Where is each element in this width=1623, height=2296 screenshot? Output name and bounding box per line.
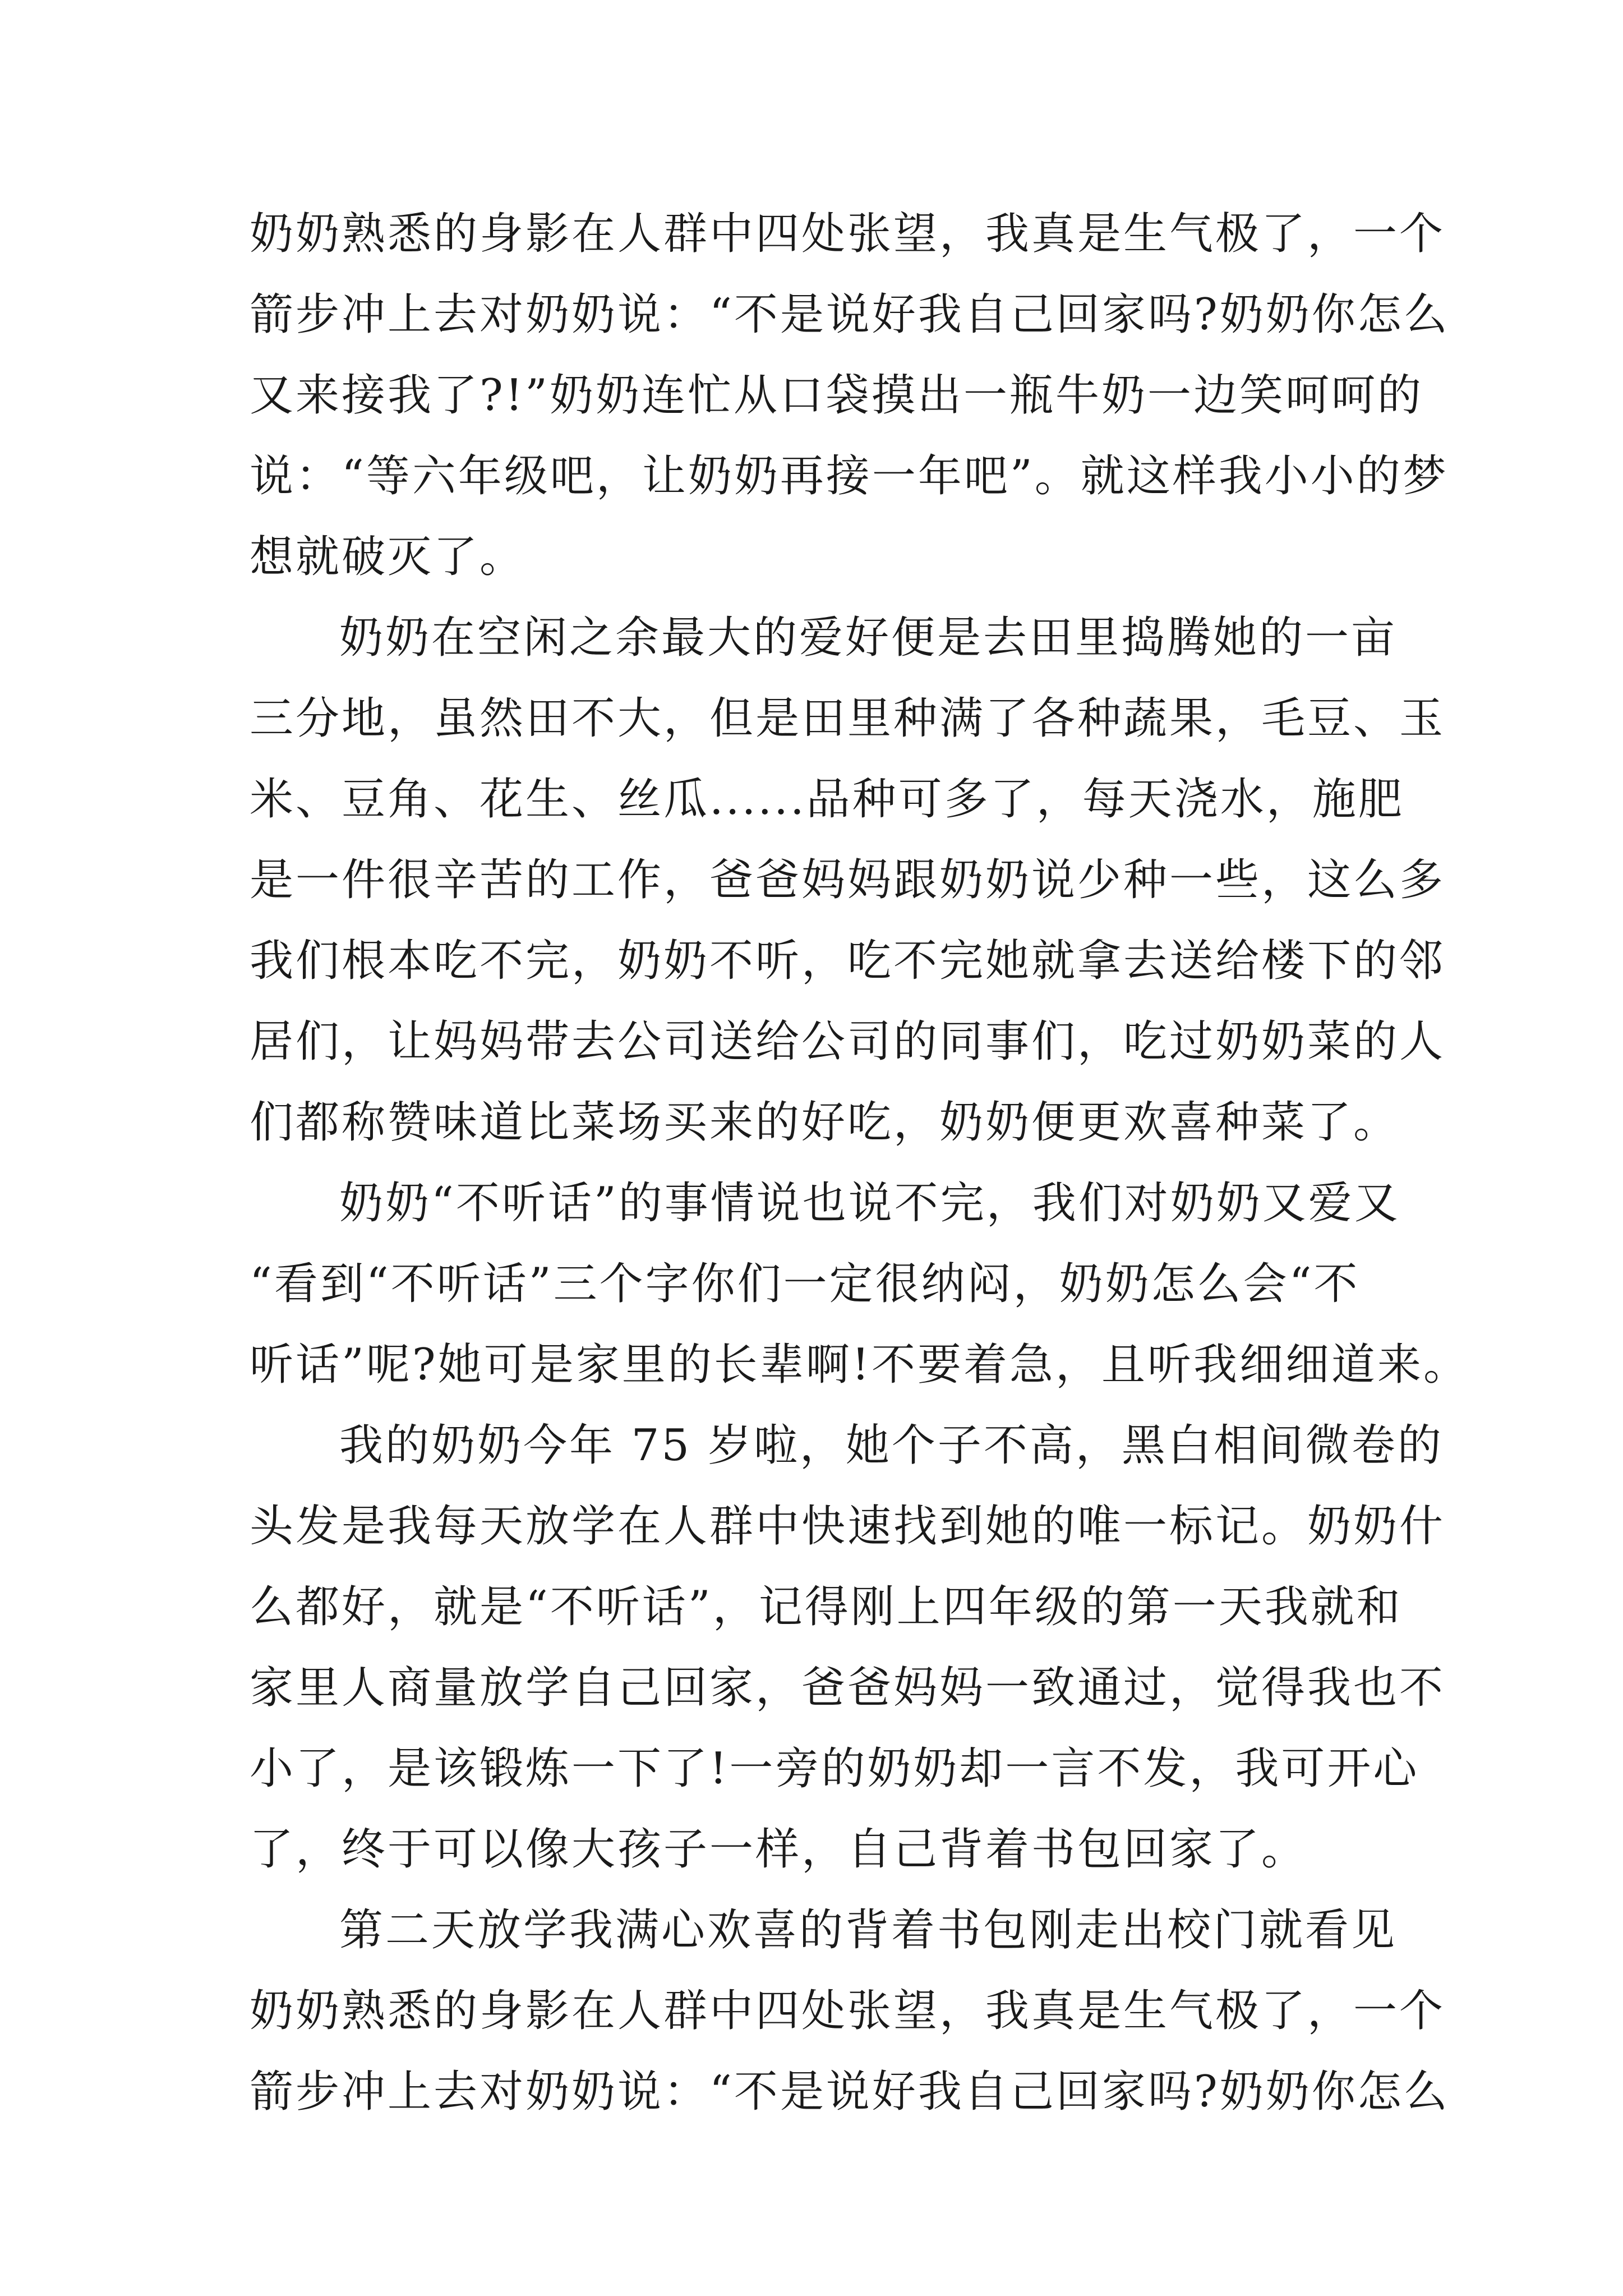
text-line: 家里人商量放学自己回家，爸爸妈妈一致通过，觉得我也不	[250, 1663, 1446, 1713]
document-body	[250, 194, 1470, 2132]
text-line: 奶奶熟悉的身影在人群中四处张望，我真是生气极了，一个	[250, 1986, 1446, 2036]
text-line: 听话”呢?她可是家里的长辈啊!不要着急，且听我细细道来。	[250, 1340, 1470, 1390]
text-line: 我们根本吃不完，奶奶不听，吃不完她就拿去送给楼下的邻	[250, 936, 1446, 986]
text-line: 奶奶“不听话”的事情说也说不完，我们对奶奶又爱又	[339, 1178, 1400, 1228]
text-line: 小了，是该锻炼一下了!一旁的奶奶却一言不发，我可开心	[250, 1743, 1419, 1794]
text-line: 头发是我每天放学在人群中快速找到她的唯一标记。奶奶什	[250, 1501, 1446, 1552]
text-line: 了，终于可以像大孩子一样，自己背着书包回家了。	[250, 1824, 1308, 1875]
text-line: 是一件很辛苦的工作，爸爸妈妈跟奶奶说少种一些，这么多	[250, 855, 1446, 905]
text-line: 奶奶在空闲之余最大的爱好便是去田里捣腾她的一亩	[339, 613, 1398, 663]
text-line: 第二天放学我满心欢喜的背着书包刚走出校门就看见	[339, 1905, 1398, 1955]
text-line: 又来接我了?!”奶奶连忙从口袋摸出一瓶牛奶一边笑呵呵的	[250, 370, 1424, 421]
text-line: 米、豆角、花生、丝瓜......品种可多了，每天浇水，施肥	[250, 774, 1404, 825]
text-line: 箭步冲上去对奶奶说：“不是说好我自己回家吗?奶奶你怎么	[250, 289, 1450, 340]
text-line: 奶奶熟悉的身影在人群中四处张望，我真是生气极了，一个	[250, 209, 1446, 259]
text-line: 居们，让妈妈带去公司送给公司的同事们，吃过奶奶菜的人	[250, 1016, 1446, 1067]
text-line: 么都好，就是“不听话”，记得刚上四年级的第一天我就和	[250, 1582, 1403, 1632]
text-line: 想就破灭了。	[250, 532, 526, 582]
text-line: 箭步冲上去对奶奶说：“不是说好我自己回家吗?奶奶你怎么	[250, 2067, 1450, 2117]
text-line: 说：“等六年级吧，让奶奶再接一年吧”。就这样我小小的梦	[250, 451, 1449, 501]
text-line: 我的奶奶今年 75 岁啦，她个子不高，黑白相间微卷的	[339, 1420, 1444, 1471]
text-line: 三分地，虽然田不大，但是田里种满了各种蔬果，毛豆、玉	[250, 693, 1446, 744]
text-line: “看到“不听话”三个字你们一定很纳闷，奶奶怎么会“不	[250, 1259, 1360, 1309]
text-line: 们都称赞味道比菜场买来的好吃，奶奶便更欢喜种菜了。	[250, 1097, 1400, 1148]
